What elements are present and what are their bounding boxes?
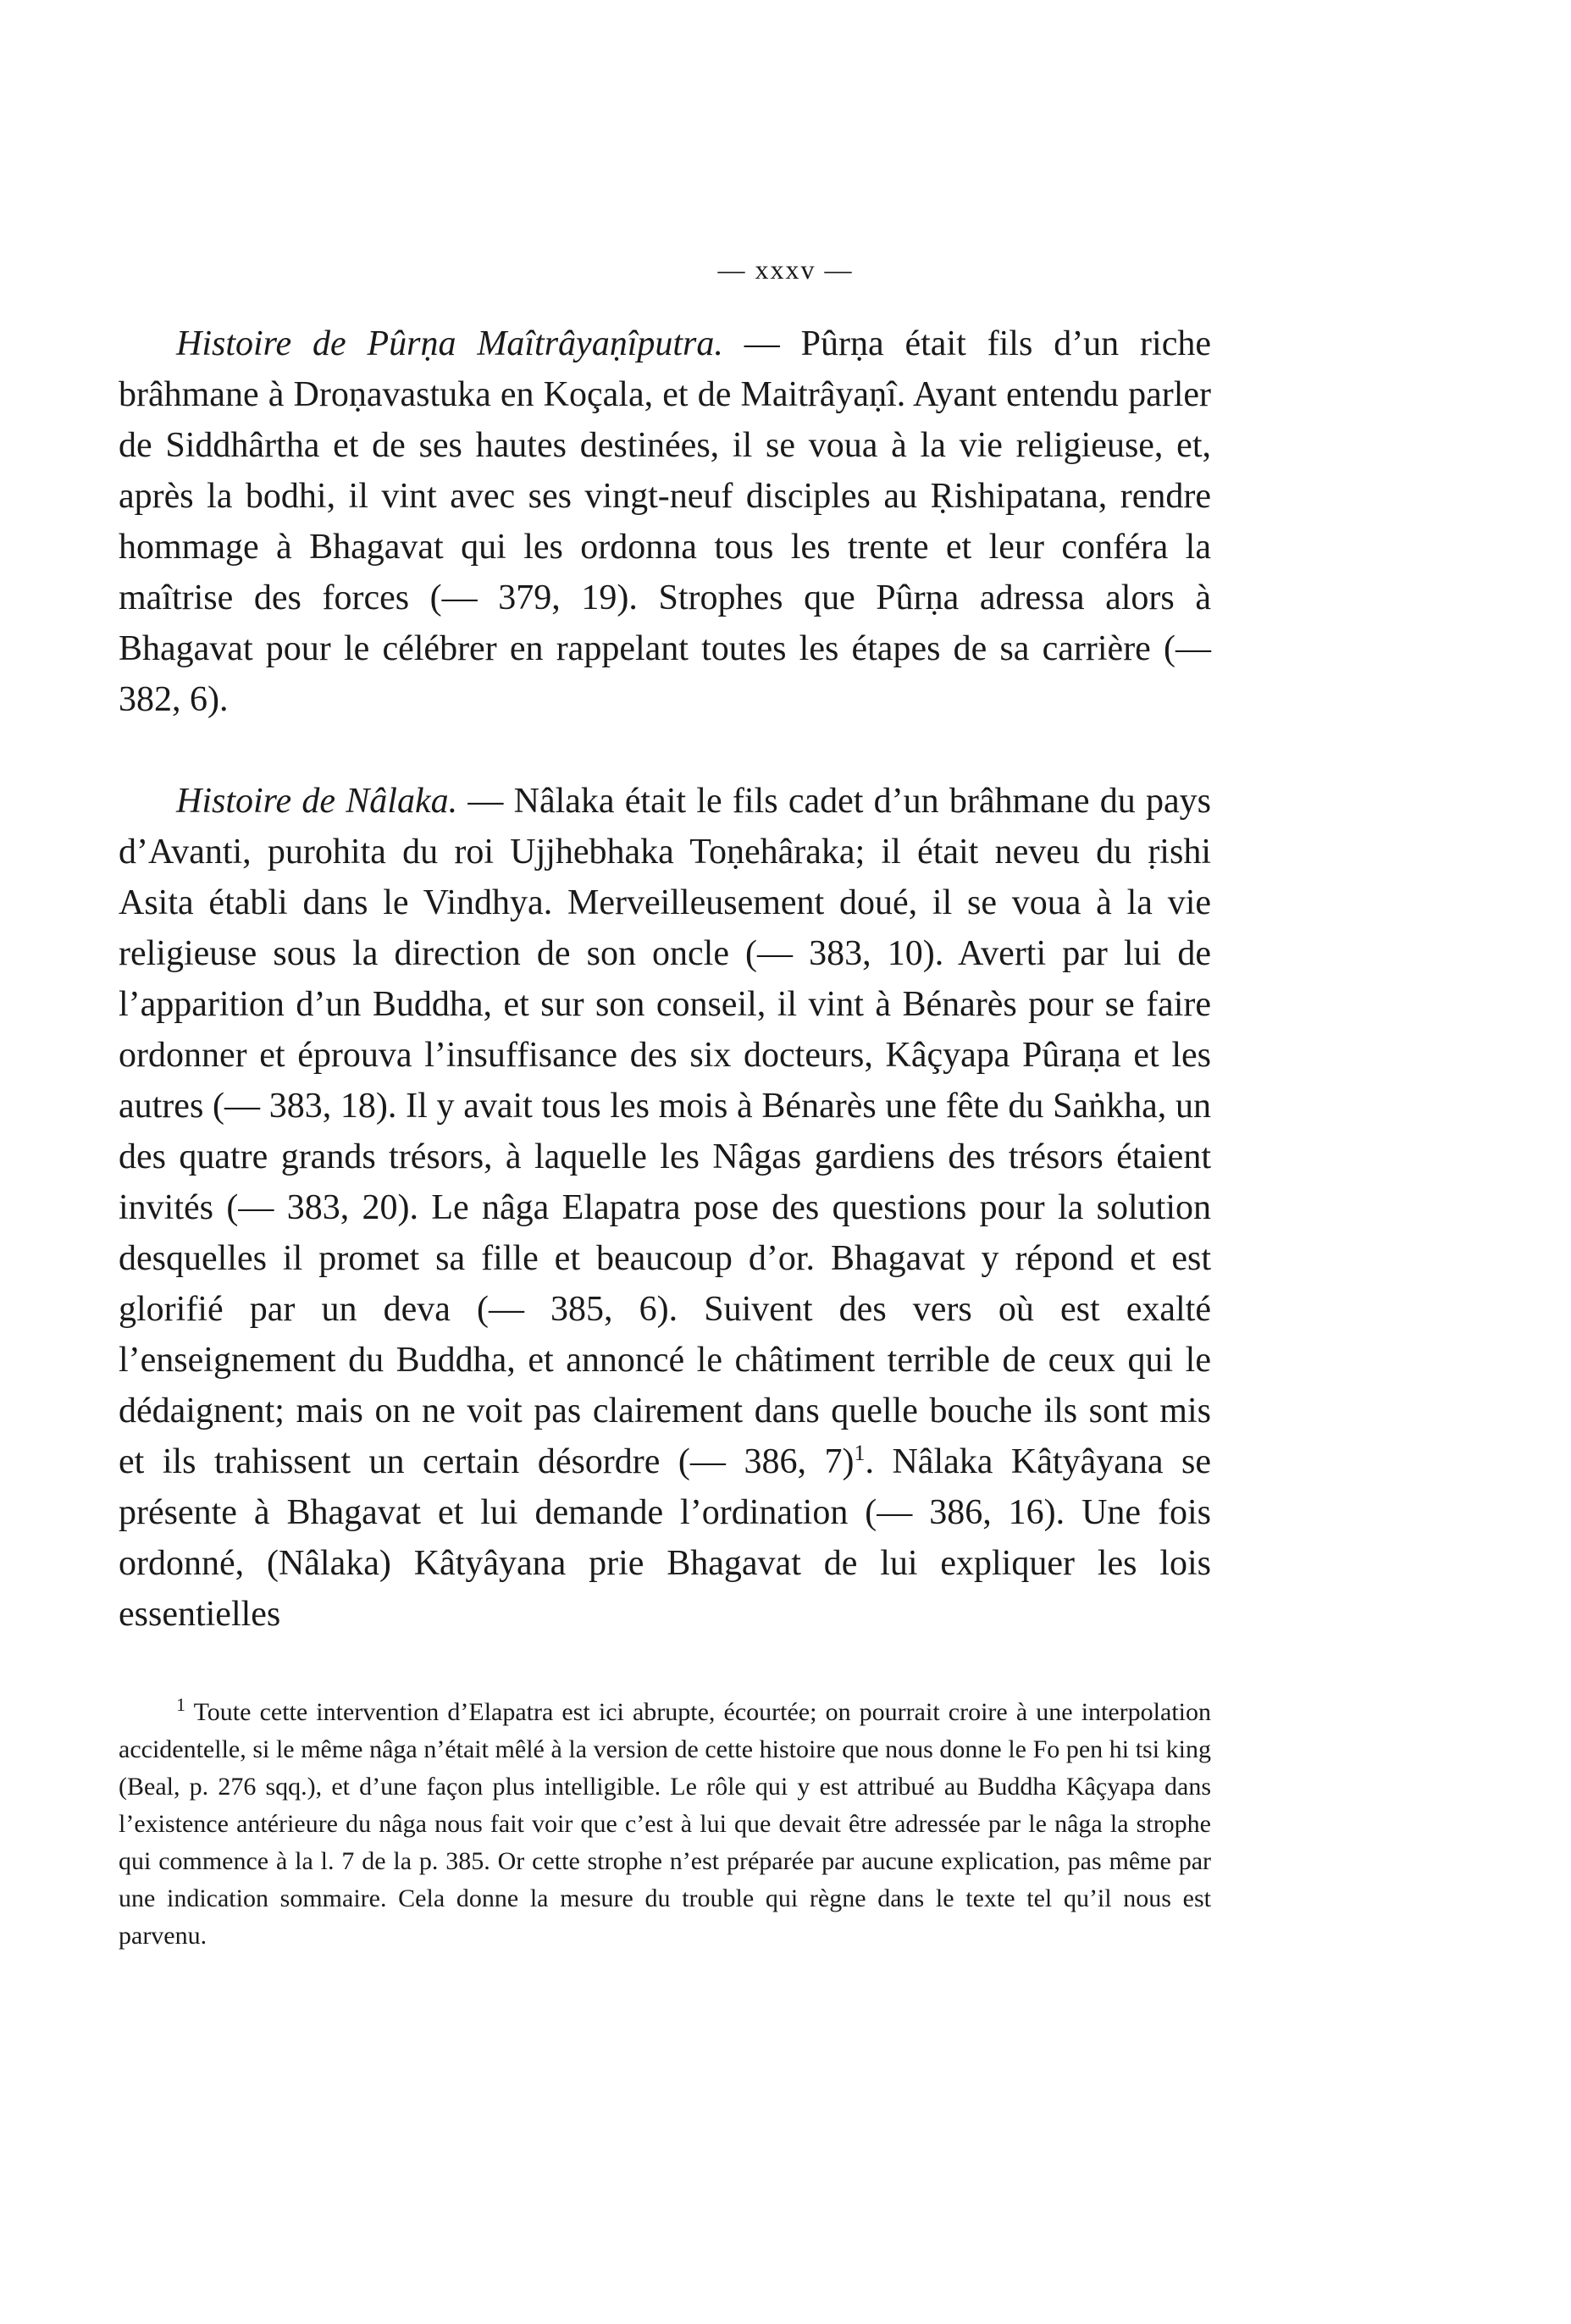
paragraph-text-continued: . Nâlaka Kâtyâyana se présente à Bhagavat et lui demande l’ordination (— 386, 16). Une fois ordonné, (Nâlaka) Kâtyâyana prie Bhagavat de lui expliquer les lois essentielles (119, 1442, 1211, 1634)
footnote (119, 1694, 1211, 1955)
paragraph-text: — Pûrṇa était fils d’un riche brâhmane à Droṇavastuka en Koçala, et de Maitrâyaṇî. Ayant entendu parler de Siddhârtha et de ses hautes destinées, il se voua à la vie religieuse, et, après la bodhi, il vint avec ses vingt-neuf disciples au Ṛishipatana, rendre hommage à Bhagavat qui les ordonna tous les trente et leur conféra la maîtrise des forces (— 379, 19). Strophes que Pûrṇa adressa alors à Bhagavat pour le célébrer en rappelant toutes les étapes de sa carrière (— 382, 6). (119, 324, 1211, 719)
paragraph-body (119, 318, 1211, 725)
paragraph-purna (119, 318, 1211, 725)
section-heading: Histoire de Nâlaka. (176, 782, 458, 821)
page-number: — xxxv — (717, 254, 854, 285)
section-heading: Histoire de Pûrṇa Maîtrâyaṇîputra. (176, 324, 723, 363)
footnote-body (119, 1694, 1211, 1955)
paragraph-text: — Nâlaka était le fils cadet d’un brâhmane du pays d’Avanti, purohita du roi Ujjhebhaka Toṇehâraka; il était neveu du ṛishi Asita établi dans le Vindhya. Merveilleusement doué, il se voua à la vie religieuse sous la direction de son oncle (— 383, 10). Averti par lui de l’apparition d’un Buddha, et sur son conseil, il vint à Bénarès pour se faire ordonner et éprouva l’insuffisance des six docteurs, Kâçyapa Pûraṇa et les autres (— 383, 18). Il y avait tous les mois à Bénarès une fête du Saṅkha, un des quatre grands trésors, à laquelle les Nâgas gardiens des trésors étaient invités (— 383, 20). Le nâga Elapatra pose des questions pour la solution desquelles il promet sa fille et beaucoup d’or. Bhagavat y répond et est glorifié par un deva (— 385, 6). Suivent des vers où est exalté l’enseignement du Buddha, et annoncé le châtiment terrible de ceux qui le dédaignent; mais on ne voit pas clairement dans quelle bouche ils sont mis et ils trahissent un certain désordre (— 386, 7) (119, 782, 1211, 1481)
footnote-marker: 1 (176, 1694, 185, 1715)
paragraph-nalaka (119, 776, 1211, 1640)
footnote-text: Toute cette intervention d’Elapatra est ici abrupte, écourtée; on pourrait croire à une interpolation accidentelle, si le même nâga n’était mêlé à la version de cette histoire que nous donne le Fo pen hi tsi king (Beal, p. 276 sqq.), et d’une façon plus intelligible. Le rôle qui y est attribué au Buddha Kâçyapa dans l’existence antérieure du nâga nous fait voir que c’est à lui que devait être adressée par le nâga la strophe qui commence à la l. 7 de la p. 385. Or cette strophe n’est préparée par aucune explication, pas même par une indication sommaire. Cela donne la mesure du trouble qui règne dans le texte tel qu’il nous est parvenu. (119, 1698, 1211, 1950)
footnote-reference[interactable]: 1 (854, 1441, 866, 1465)
paragraph-body (119, 776, 1211, 1640)
